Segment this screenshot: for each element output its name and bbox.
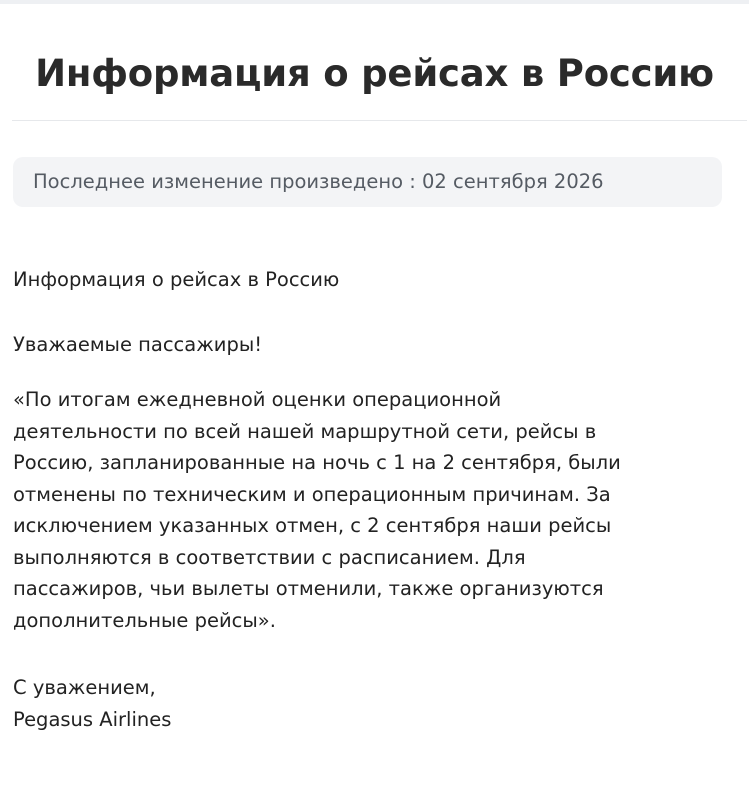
last-updated-badge: Последнее изменение произведено : 02 сентября 2026	[13, 157, 722, 207]
article-body	[13, 264, 741, 735]
closing-text: С уважением,	[13, 676, 156, 699]
statement-line: отменены по техническим и операционным причинам. За	[13, 482, 611, 506]
article-heading: Информация о рейсах в Россию	[13, 268, 340, 291]
statement-line: исключением указанных отмен, с 2 сентября наши рейсы	[13, 514, 612, 537]
statement-line: дополнительные рейсы».	[13, 608, 276, 632]
statement-line: Россию, запланированные на ночь с 1 на 2 сентября, были	[13, 451, 621, 474]
statement-paragraph	[13, 384, 741, 636]
statement-line: пассажиров, чьи вылеты отменили, также организуются	[13, 577, 604, 600]
greeting-text: Уважаемые пассажиры!	[13, 332, 263, 356]
statement-line: выполняются в соответствии с расписанием. Для	[13, 545, 526, 569]
top-strip	[0, 0, 749, 4]
signature-text: Pegasus Airlines	[13, 707, 172, 731]
statement-line: «По итогам ежедневной оценки операционной	[13, 388, 502, 411]
statement-line: деятельности по всей нашей маршрутной сети, рейсы в	[13, 419, 597, 443]
page-title: Информация о рейсах в Россию	[35, 52, 714, 95]
title-divider	[12, 120, 747, 121]
